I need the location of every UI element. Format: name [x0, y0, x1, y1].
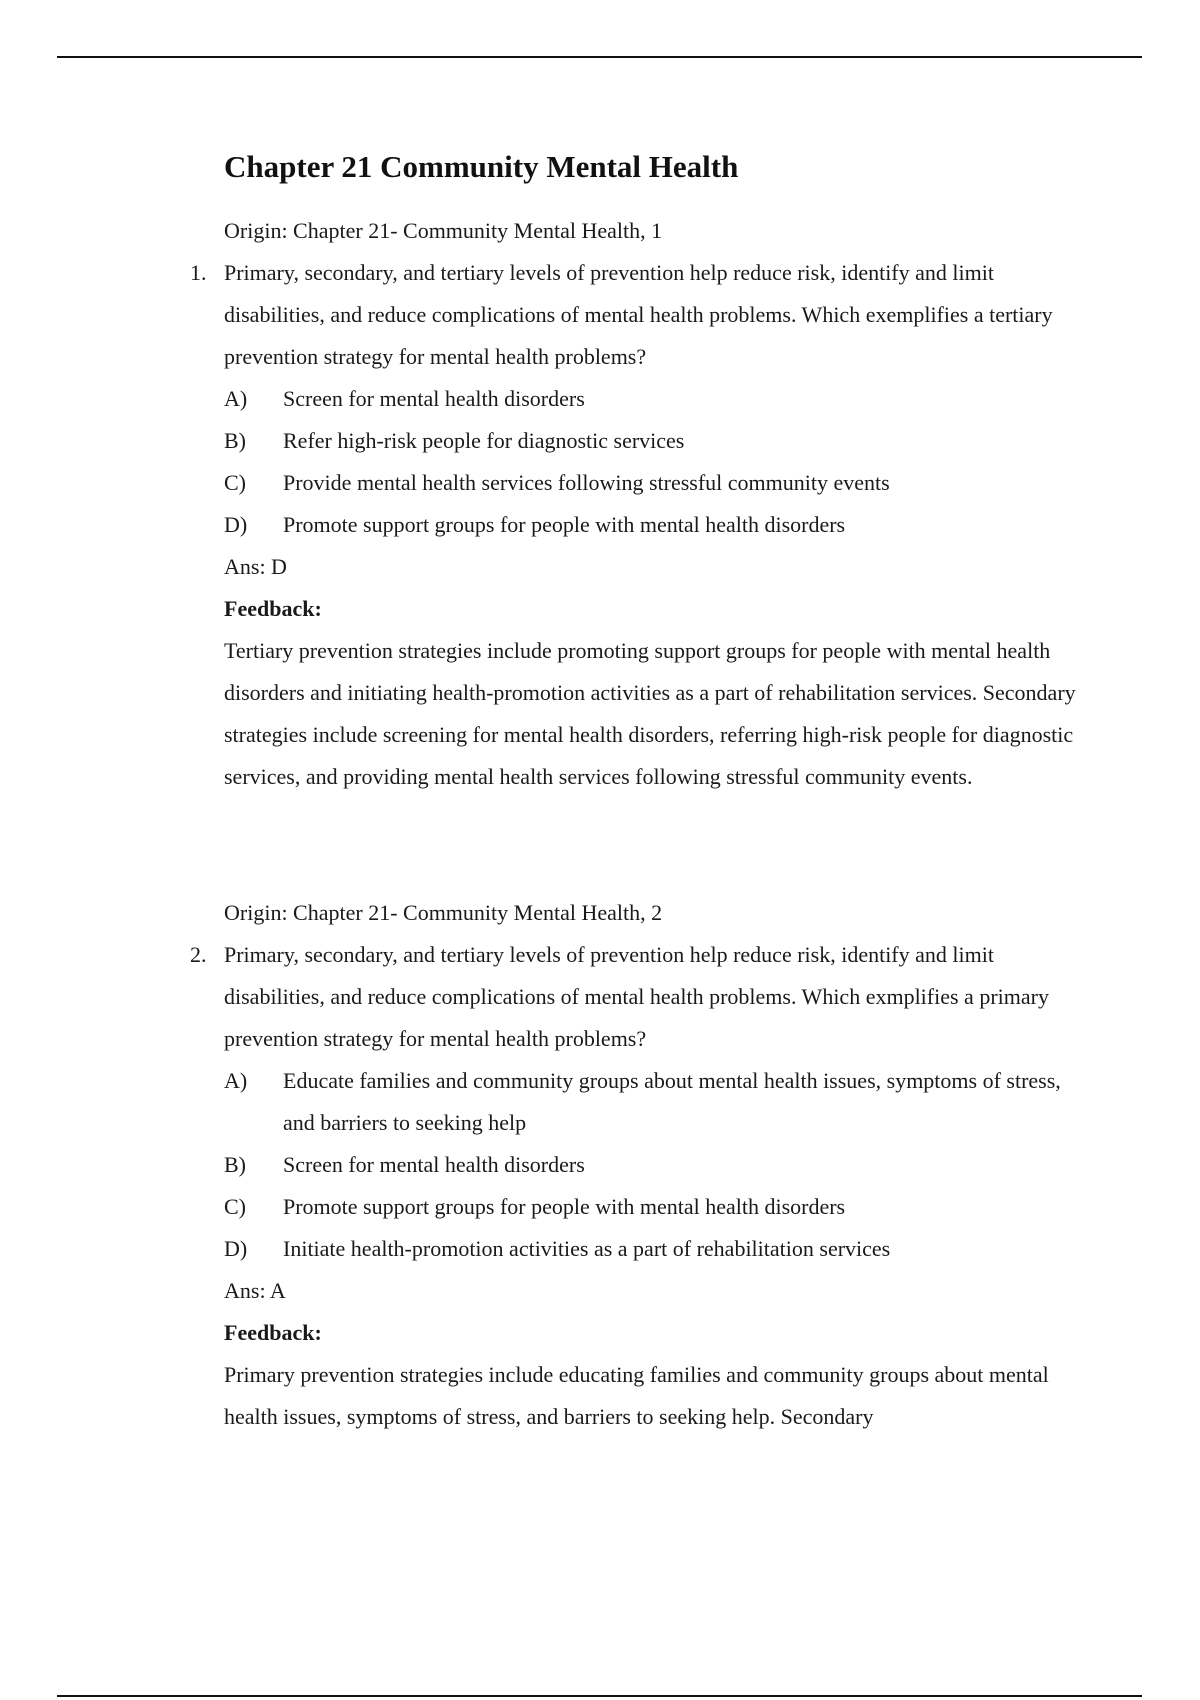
question-text: Primary, secondary, and tertiary levels of prevention help reduce risk, identify and limit disabilities, and reduce complications of mental health problems. Which exemplifies a tertiary prevention strategy for mental health problems?	[224, 260, 1053, 369]
header-rule	[57, 56, 1142, 58]
answer-option	[224, 462, 1094, 504]
question-stem	[190, 252, 1094, 378]
question-origin: Origin: Chapter 21- Community Mental Health, 2	[224, 900, 663, 925]
option-text: Promote support groups for people with mental health disorders	[283, 512, 846, 537]
question-number: 1.	[190, 260, 207, 285]
option-letter: B)	[224, 428, 246, 453]
footer-rule	[57, 1695, 1142, 1697]
option-letter: D)	[224, 512, 248, 537]
answer-option	[224, 378, 1094, 420]
option-text: Screen for mental health disorders	[283, 1152, 585, 1177]
chapter-title: Chapter 21 Community Mental Health	[224, 149, 739, 184]
feedback-label: Feedback:	[224, 1320, 322, 1345]
option-letter: B)	[224, 1152, 246, 1177]
answer-option	[224, 1228, 1094, 1270]
option-letter: D)	[224, 1236, 248, 1261]
answer-option	[224, 1186, 1094, 1228]
answer-option	[224, 1060, 1094, 1144]
option-letter: A)	[224, 386, 248, 411]
answer-option	[224, 1144, 1094, 1186]
answer-option	[224, 420, 1094, 462]
answer-option	[224, 504, 1094, 546]
feedback-label: Feedback:	[224, 596, 322, 621]
question-origin: Origin: Chapter 21- Community Mental Health, 1	[224, 218, 663, 243]
question-text: Primary, secondary, and tertiary levels of prevention help reduce risk, identify and limit disabilities, and reduce complications of mental health problems. Which exmplifies a primary prevention strategy for mental health problems?	[224, 942, 1049, 1051]
option-letter: C)	[224, 470, 246, 495]
question-spacer	[224, 798, 1094, 892]
option-text: Provide mental health services following stressful community events	[283, 470, 890, 495]
option-letter: A)	[224, 1068, 248, 1093]
option-text: Refer high-risk people for diagnostic services	[283, 428, 685, 453]
feedback-text: Tertiary prevention strategies include promoting support groups for people with mental health disorders and initiating health-promotion activities as a part of rehabilitation services. Secondary strategies include screening for mental health disorders, referring high-risk people for diagnostic services, and providing mental health services following stressful community events.	[224, 638, 1076, 789]
feedback-text: Primary prevention strategies include educating families and community groups about mental health issues, symptoms of stress, and barriers to seeking help. Secondary	[224, 1362, 1049, 1429]
option-text: Initiate health-promotion activities as a part of rehabilitation services	[283, 1236, 891, 1261]
option-letter: C)	[224, 1194, 246, 1219]
answer-key: Ans: D	[224, 554, 287, 579]
option-text: Screen for mental health disorders	[283, 386, 585, 411]
answer-key: Ans: A	[224, 1278, 286, 1303]
question-number: 2.	[190, 942, 207, 967]
document-body	[190, 142, 1094, 1438]
option-text: Educate families and community groups about mental health issues, symptoms of stress, and barriers to seeking help	[283, 1068, 1061, 1135]
option-text: Promote support groups for people with mental health disorders	[283, 1194, 846, 1219]
question-stem	[190, 934, 1094, 1060]
